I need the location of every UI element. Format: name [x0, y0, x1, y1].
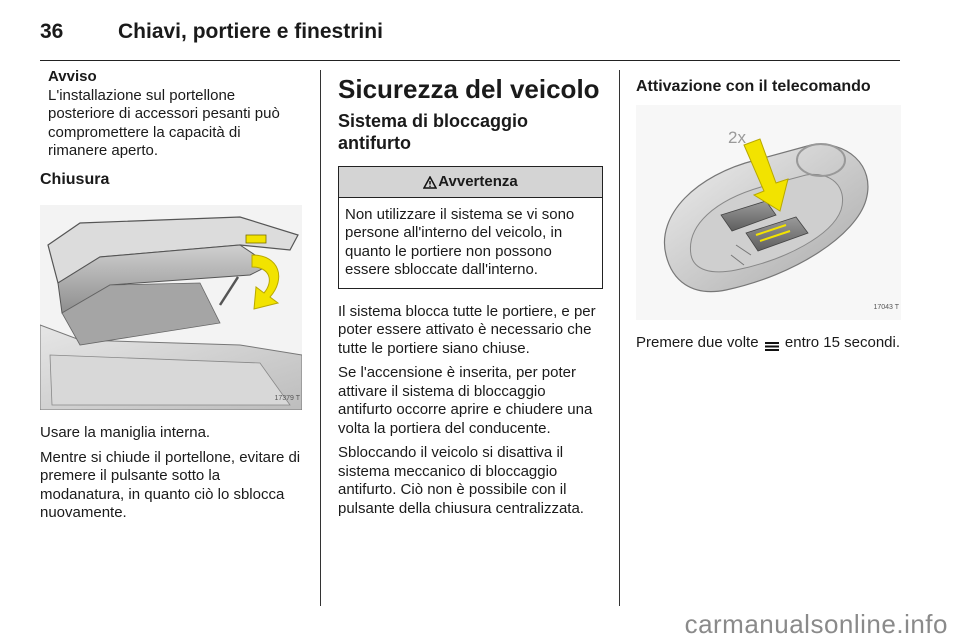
figure-code: 17379 T — [274, 394, 300, 402]
press-text-after: entro 15 secondi. — [784, 333, 900, 351]
section-title-closing: Chiusura — [40, 170, 110, 188]
paragraph-ignition: Se l'accensione è inserita, per poter attivare il sistema di bloccaggio antifurto occorre aprire e chiudere una volta la portiera del conducente. — [338, 364, 593, 437]
paragraph-system-locks: Il sistema blocca tutte le portiere, e per poter essere attivato è necessario che tutte le portiere siano chiuse. — [338, 302, 596, 357]
figure-code-remote: 17043 T — [873, 304, 899, 311]
paragraph-handle: Usare la maniglia interna. — [40, 424, 211, 441]
note-title: Avviso — [48, 68, 97, 85]
page-number: 36 — [40, 20, 64, 43]
press-count-label: 2x — [728, 127, 746, 147]
column-3 — [636, 68, 901, 358]
warning-triangle-icon — [423, 176, 437, 189]
paragraph-unlocking: Sbloccando il veicolo si disattiva il sistema meccanico di bloccaggio antifurto. Ciò non è possibile con il pulsante della chiusura centralizzata. — [338, 444, 584, 517]
tailgate-drawing — [40, 205, 302, 410]
press-text-before: Premere due volte — [636, 333, 759, 351]
watermark: carmanualsonline.info — [684, 609, 948, 639]
lock-button-icon — [765, 338, 779, 348]
column-2 — [338, 68, 603, 524]
note-block — [40, 68, 302, 161]
warning-header — [339, 167, 602, 198]
note-text: L'installazione sul portellone posteriore di accessori pesanti può compromettere la capacità di rimanere aperto. — [48, 86, 280, 159]
chapter-title: Chiavi, portiere e finestrini — [118, 20, 383, 43]
warning-title: Avvertenza — [438, 173, 518, 190]
tailgate-illustration — [40, 205, 302, 410]
column-1 — [40, 68, 302, 529]
section-title-security: Sicurezza del veicolo — [338, 74, 600, 104]
section-title-remote: Attivazione con il telecomando — [636, 78, 871, 95]
remote-key-illustration — [636, 105, 901, 320]
paragraph-press-twice — [636, 334, 901, 353]
header-divider — [40, 60, 900, 61]
subsection-title-antitheft: Sistema di bloccaggio antifurto — [338, 111, 529, 153]
column-divider-2 — [619, 70, 620, 606]
paragraph-closing-warning: Mentre si chiude il portellone, evitare di premere il pulsante sotto la modanatura, in quanto ciò lo sblocca nuovamente. — [40, 448, 301, 521]
page-header — [40, 14, 900, 54]
warning-text: Non utilizzare il sistema se vi sono persone all'interno del veicolo, in quanto le portiere non possono essere sbloccate dall'interno. — [345, 205, 575, 278]
remote-key-drawing — [636, 105, 901, 320]
warning-box — [338, 166, 603, 289]
column-divider-1 — [320, 70, 321, 606]
